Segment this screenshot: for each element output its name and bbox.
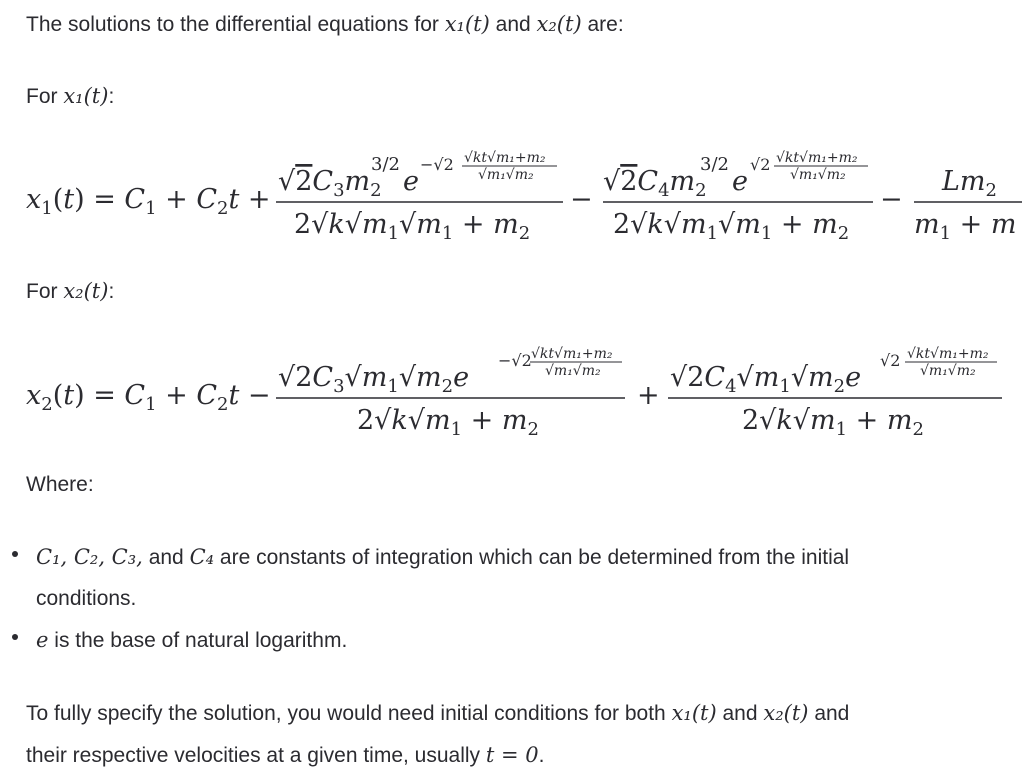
closing-and-2: and (814, 702, 850, 725)
svg-text:√m₁√m₂: √m₁√m₂ (790, 167, 846, 183)
svg-text:√kt√m₁+m₂: √kt√m₁+m₂ (464, 150, 546, 166)
svg-text:m1 + m: $m_1 + m$ (914, 209, 1017, 244)
closing-t-zero: t = 0 (485, 743, 539, 767)
svg-text:−: − (570, 184, 593, 215)
heading-x2-var: x₂(t) (63, 279, 109, 303)
svg-text:√2C3m2: $√2C_3m_2$ (278, 166, 382, 201)
bullet-1-text: are constants of integration which can be determined from the initial (219, 546, 850, 569)
svg-text:3/2: 3/2 (700, 154, 729, 175)
closing-text-2: their respective velocities at a given time, usually (26, 744, 481, 767)
svg-text:√m₁√m₂: √m₁√m₂ (478, 167, 534, 183)
intro-text: The solutions to the differential equations for (26, 13, 439, 36)
equation-x2 (0, 336, 1022, 446)
svg-text:x1(t) = C1 + C2t +: $x_1(t) = C_1 + C_2t$ + (26, 184, 271, 219)
equation-x2-render (0, 336, 1022, 446)
math-constants: C₁, C₂, C₃, (36, 545, 143, 569)
equation-x1-render (0, 140, 1022, 250)
closing-x1: x₁(t) (671, 701, 717, 725)
closing-and: and (722, 702, 758, 725)
heading-x1-prefix: For (26, 85, 58, 108)
math-e: e (36, 628, 49, 652)
svg-text:√2: √2 (750, 155, 771, 174)
svg-text:Lm2: $Lm_2$ (942, 166, 997, 201)
closing-line-2 (26, 734, 544, 777)
heading-x2-prefix: For (26, 280, 58, 303)
bullet-2-text: is the base of natural logarithm. (54, 629, 348, 652)
bullet-2-line (36, 619, 347, 662)
svg-text:−√2: −√2 (498, 351, 532, 370)
closing-line-1 (26, 692, 849, 735)
svg-text:√kt√m₁+m₂: √kt√m₁+m₂ (907, 346, 989, 362)
math-x1-of-t: x₁(t) (444, 12, 490, 36)
svg-text:+: + (637, 380, 660, 411)
svg-text:√2: √2 (880, 351, 901, 370)
bullet-1-and: and (148, 546, 184, 569)
svg-text:2√k√m1√m1 + m2: $2√k√m_1√m_1 + m_2$ (294, 209, 531, 244)
intro-and: and (495, 13, 531, 36)
svg-text:−: − (880, 184, 903, 215)
intro-tail: are: (587, 13, 624, 36)
closing-text: To fully specify the solution, you would need initial conditions for both (26, 702, 666, 725)
svg-text:√kt√m₁+m₂: √kt√m₁+m₂ (531, 346, 613, 362)
svg-text:e: e (403, 166, 419, 197)
svg-text:√2C3√m1√m2e: $√2C_3√m_1√m_2e$ (278, 362, 470, 397)
heading-x2 (26, 270, 114, 313)
heading-x1 (26, 75, 114, 118)
equation-x1 (0, 140, 1022, 250)
heading-x2-colon: : (108, 280, 115, 303)
svg-text:x2(t) = C1 + C2t −: $x_2(t) = C_1 + C_2t$ − (26, 380, 271, 415)
svg-text:√2C4√m1√m2e: $√2C_4√m_1√m_2e$ (670, 362, 862, 397)
math-c4: C₄ (189, 545, 215, 569)
svg-text:−√2: −√2 (420, 155, 454, 174)
svg-text:√m₁√m₂: √m₁√m₂ (920, 363, 976, 379)
svg-text:e: e (732, 166, 748, 197)
closing-x2: x₂(t) (763, 701, 809, 725)
bullet-1-line-2: conditions. (36, 587, 137, 610)
svg-text:2√k√m1√m1 + m2: $2√k√m_1√m_1 + m_2$ (613, 209, 850, 244)
bullet-1-line-1 (36, 536, 849, 579)
closing-period: . (538, 744, 545, 767)
svg-text:2√k√m1 + m2: $2√k√m_1 + m_2$ (357, 405, 539, 440)
bullet-dot (12, 634, 18, 640)
heading-x1-var: x₁(t) (63, 84, 109, 108)
where-label: Where: (26, 473, 94, 496)
intro-paragraph (26, 3, 624, 46)
svg-text:2√k√m1 + m2: $2√k√m_1 + m_2$ (742, 405, 924, 440)
math-x2-of-t: x₂(t) (536, 12, 582, 36)
svg-text:3/2: 3/2 (371, 154, 400, 175)
bullet-dot (12, 551, 18, 557)
svg-text:√kt√m₁+m₂: √kt√m₁+m₂ (776, 150, 858, 166)
svg-text:√m₁√m₂: √m₁√m₂ (545, 363, 601, 379)
svg-text:√2C4m2: $√2C_4m_2$ (603, 166, 707, 201)
heading-x1-colon: : (108, 85, 115, 108)
